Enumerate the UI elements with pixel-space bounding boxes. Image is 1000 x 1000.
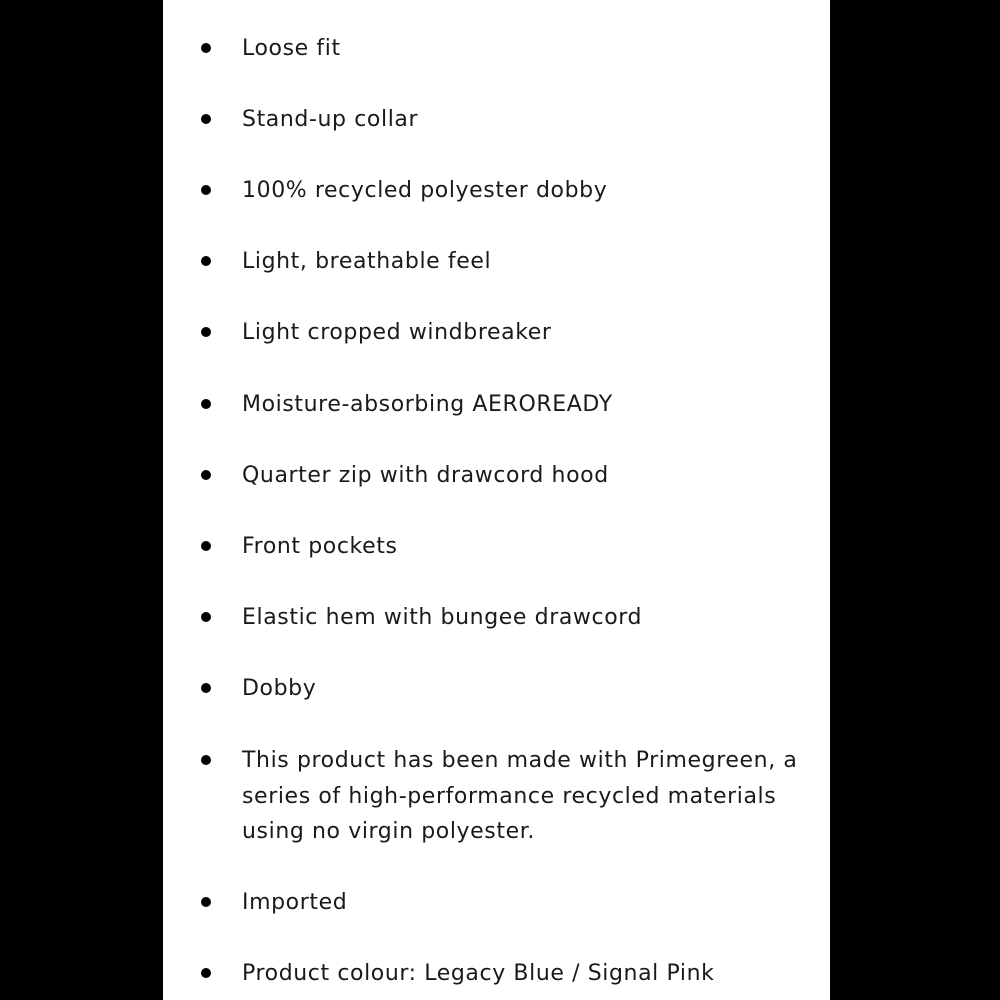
feature-text: Elastic hem with bungee drawcord [242,605,643,630]
bullet-icon [201,256,211,266]
feature-text: Dobby [242,676,317,701]
feature-text: Imported [242,890,348,915]
feature-text: Light, breathable feel [242,249,492,274]
bullet-icon [201,399,211,409]
feature-text: Loose fit [242,36,341,61]
feature-text: Moisture-absorbing AEROREADY [242,392,613,417]
product-details-panel [163,0,830,1000]
bullet-icon [201,327,211,337]
bullet-icon [201,968,211,978]
bullet-icon [201,43,211,53]
bullet-icon [201,683,211,693]
bullet-icon [201,470,211,480]
feature-text: Product colour: Legacy Blue / Signal Pink [242,961,715,986]
bullet-icon [201,612,211,622]
bullet-icon [201,185,211,195]
feature-text: Light cropped windbreaker [242,320,552,345]
feature-text: This product has been made with Primegreen, a series of high-performance recycled materials using no virgin polyester. [242,748,798,844]
bullet-icon [201,114,211,124]
feature-text: Quarter zip with drawcord hood [242,463,609,488]
bullet-icon [201,897,211,907]
bullet-icon [201,755,211,765]
feature-text: 100% recycled polyester dobby [242,178,608,203]
bullet-icon [201,541,211,551]
feature-text: Front pockets [242,534,398,559]
feature-text: Stand-up collar [242,107,419,132]
